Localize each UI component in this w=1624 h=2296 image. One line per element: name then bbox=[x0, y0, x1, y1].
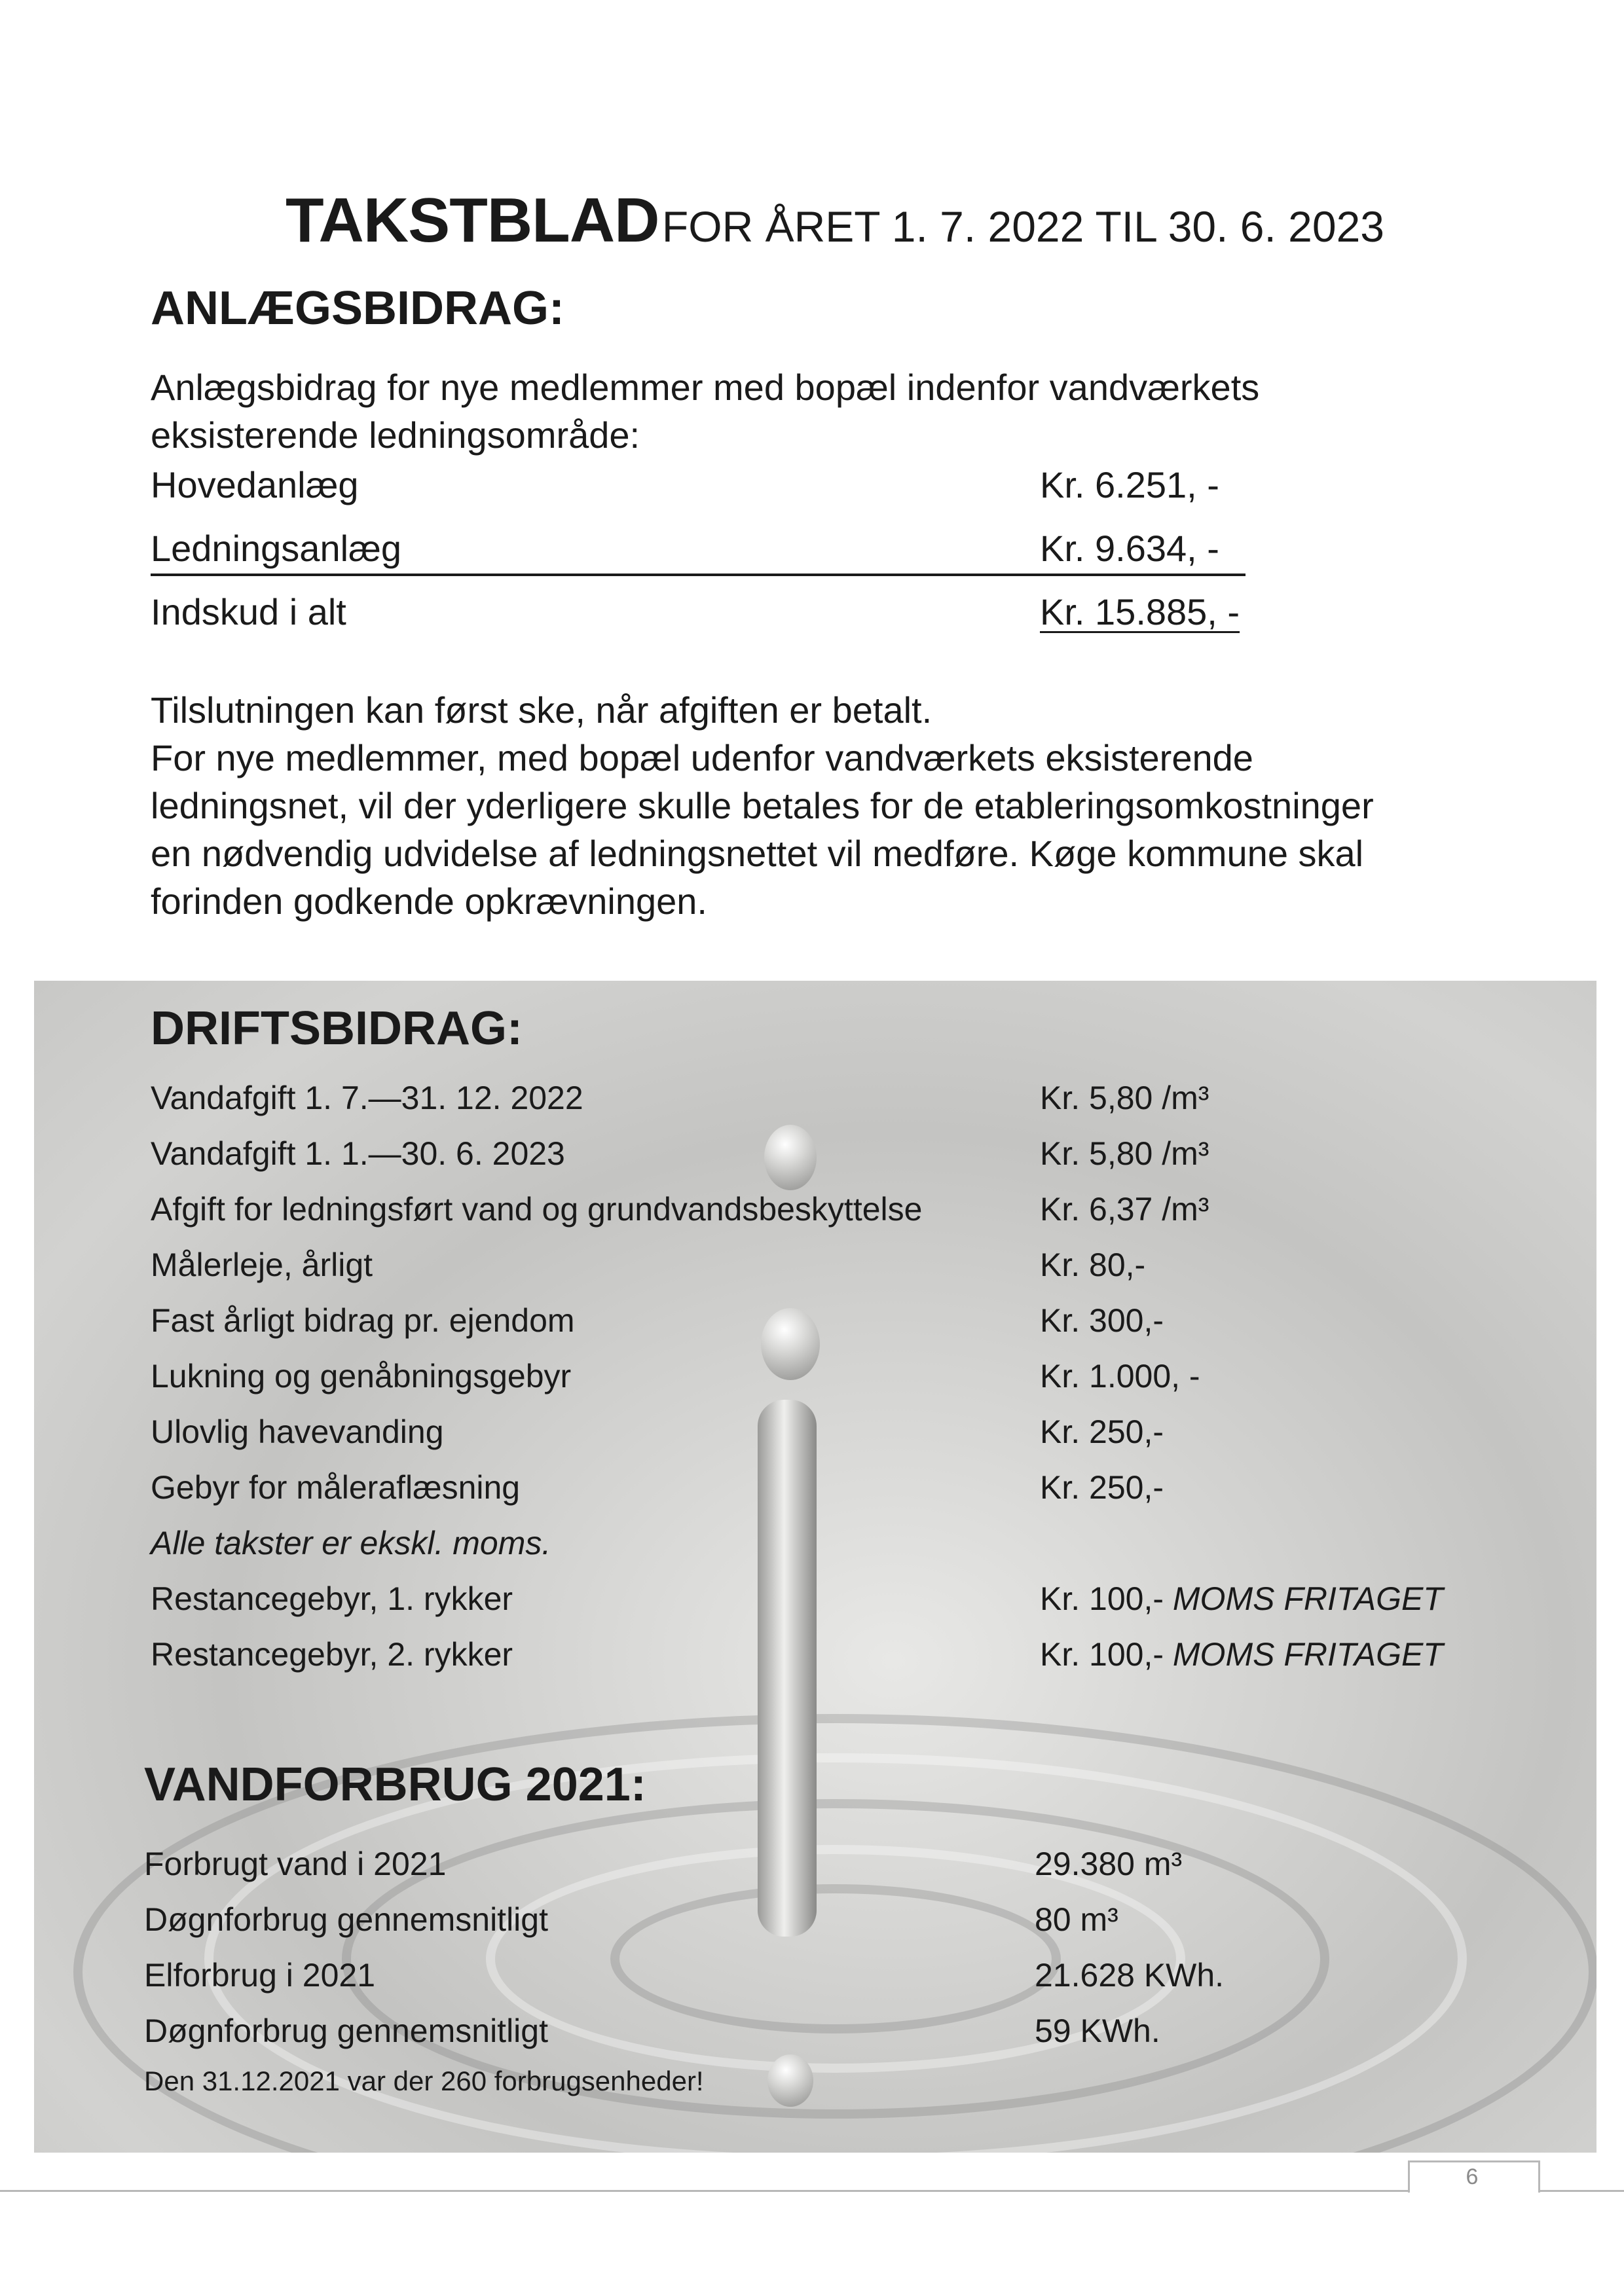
drift-row-value: Kr. 250,- bbox=[1040, 1469, 1164, 1506]
drift-row-label: Restancegebyr, 2. rykker bbox=[151, 1636, 513, 1673]
drift-row-label: Lukning og genåbningsgebyr bbox=[151, 1358, 572, 1394]
vat-note: Alle takster er ekskl. moms. bbox=[151, 1525, 551, 1561]
forbrug-row-label: Elforbrug i 2021 bbox=[144, 1957, 376, 1994]
water-droplet bbox=[764, 1125, 817, 1190]
title-sub: FOR ÅRET 1. 7. 2022 TIL 30. 6. 2023 bbox=[661, 202, 1385, 251]
drift-row-value: Kr. 1.000, - bbox=[1040, 1358, 1200, 1394]
forbrug-row-value: 29.380 m³ bbox=[1035, 1846, 1183, 1882]
row-label-hovedanlaeg: Hovedanlæg bbox=[151, 464, 359, 505]
forbrug-row-label: Døgnforbrug gennemsnitligt bbox=[144, 1901, 548, 1938]
drift-row-label: Gebyr for måleraflæsning bbox=[151, 1469, 521, 1506]
drift-row-label: Ulovlig havevanding bbox=[151, 1413, 444, 1450]
anlaeg-note-line-4: en nødvendig udvidelse af ledningsnettet vil medføre. Køge kommune skal bbox=[151, 833, 1364, 874]
ripple-ring bbox=[610, 1884, 1061, 2033]
anlaeg-intro-line-2: eksisterende ledningsområde: bbox=[151, 414, 640, 456]
drift-row-amount: Kr. 100,- bbox=[1040, 1636, 1164, 1673]
forbrug-row-value: 59 KWh. bbox=[1035, 2013, 1160, 2049]
page-number: 6 bbox=[1466, 2164, 1479, 2189]
moms-fritaget-note: MOMS FRITAGET bbox=[1172, 1636, 1443, 1673]
forbrug-footnote: Den 31.12.2021 var der 260 forbrugsenheder! bbox=[144, 2066, 704, 2096]
page-title bbox=[286, 185, 1384, 257]
drift-row-value bbox=[1040, 1635, 1443, 1673]
drift-row-label: Afgift for ledningsført vand og grundvandsbeskyttelse bbox=[151, 1191, 923, 1228]
drift-row-value: Kr. 250,- bbox=[1040, 1413, 1164, 1450]
water-column bbox=[758, 1400, 817, 1937]
anlaeg-note-line-2: For nye medlemmer, med bopæl udenfor vandværkets eksisterende bbox=[151, 737, 1253, 778]
title-main: TAKSTBLAD bbox=[286, 185, 659, 255]
row-value-hovedanlaeg: Kr. 6.251, - bbox=[1040, 464, 1219, 505]
forbrug-heading: VANDFORBRUG 2021: bbox=[144, 1758, 646, 1811]
drift-heading: DRIFTSBIDRAG: bbox=[151, 1002, 523, 1055]
anlaeg-heading: ANLÆGSBIDRAG: bbox=[151, 282, 564, 335]
anlaeg-note-line-3: ledningsnet, vil der yderligere skulle betales for de etableringsomkostninger bbox=[151, 785, 1374, 826]
anlaeg-note-line-1: Tilslutningen kan først ske, når afgiften er betalt. bbox=[151, 689, 932, 731]
forbrug-row-value: 21.628 KWh. bbox=[1035, 1957, 1225, 1994]
sum-divider-line bbox=[151, 574, 1246, 576]
forbrug-row-label: Forbrugt vand i 2021 bbox=[144, 1846, 447, 1882]
row-label-ledningsanlaeg: Ledningsanlæg bbox=[151, 528, 401, 569]
row-value-indskud: Kr. 15.885, - bbox=[1040, 591, 1240, 632]
drift-row-amount: Kr. 100,- bbox=[1040, 1580, 1164, 1617]
water-droplet bbox=[767, 2054, 813, 2107]
water-droplet bbox=[761, 1308, 820, 1380]
drift-row-label: Vandafgift 1. 7.—31. 12. 2022 bbox=[151, 1080, 583, 1116]
forbrug-row-value: 80 m³ bbox=[1035, 1901, 1118, 1938]
forbrug-row-label: Døgnforbrug gennemsnitligt bbox=[144, 2013, 548, 2049]
drift-row-label: Vandafgift 1. 1.—30. 6. 2023 bbox=[151, 1135, 565, 1172]
drift-row-value: Kr. 80,- bbox=[1040, 1247, 1146, 1283]
drift-row-value: Kr. 300,- bbox=[1040, 1302, 1164, 1339]
drift-row-value bbox=[1040, 1580, 1443, 1618]
row-value-ledningsanlaeg: Kr. 9.634, - bbox=[1040, 528, 1219, 569]
row-label-indskud: Indskud i alt bbox=[151, 591, 346, 632]
anlaeg-intro-line-1: Anlægsbidrag for nye medlemmer med bopæl indenfor vandværkets bbox=[151, 367, 1260, 408]
drift-row-label: Fast årligt bidrag pr. ejendom bbox=[151, 1302, 575, 1339]
drift-row-value: Kr. 5,80 /m³ bbox=[1040, 1080, 1209, 1116]
moms-fritaget-note: MOMS FRITAGET bbox=[1172, 1580, 1443, 1617]
drift-row-label: Restancegebyr, 1. rykker bbox=[151, 1580, 513, 1617]
drift-row-value: Kr. 5,80 /m³ bbox=[1040, 1135, 1209, 1172]
drift-row-label: Målerleje, årligt bbox=[151, 1247, 373, 1283]
footer-line bbox=[0, 2190, 1624, 2192]
anlaeg-note-line-5: forinden godkende opkrævningen. bbox=[151, 881, 707, 922]
drift-row-value: Kr. 6,37 /m³ bbox=[1040, 1191, 1209, 1228]
